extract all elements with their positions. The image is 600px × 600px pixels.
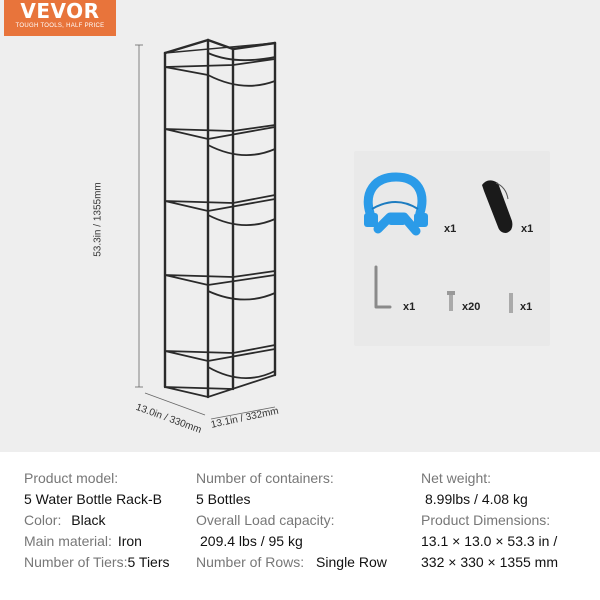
product-dimensions-label: Product Dimensions: [421, 512, 551, 528]
material-label: Main material: [24, 533, 112, 549]
strap-icon [478, 177, 518, 237]
rows-value: Single Row [316, 554, 387, 570]
specs-panel [0, 452, 600, 600]
handle-qty: x1 [444, 223, 457, 235]
containers-value: 5 Bottles [196, 491, 251, 507]
color-label: Color: [24, 512, 62, 528]
strap-qty: x1 [521, 223, 534, 235]
tiers-value: 5 Tiers [127, 554, 170, 570]
tiers-label: Number of Tiers: [24, 554, 128, 570]
load-capacity-value: 209.4 lbs / 95 kg [200, 533, 303, 549]
net-weight-label: Net weight: [421, 470, 492, 486]
specs-column-1 [24, 468, 170, 573]
allen-key-qty: x1 [403, 301, 416, 313]
screw-icon [444, 289, 458, 315]
height-dimension-label: 53.3in / 1355mm [92, 182, 104, 257]
product-dimensions-in: 13.1 × 13.0 × 53.3 in / [421, 533, 558, 549]
load-capacity-label: Overall Load capacity: [196, 512, 335, 528]
material-row [24, 531, 170, 552]
screw-qty: x20 [462, 301, 481, 313]
rack-illustration [125, 35, 290, 435]
vevor-logo [4, 0, 116, 36]
rows-row [196, 552, 387, 573]
material-value: Iron [117, 533, 142, 549]
accessories-panel [354, 151, 550, 346]
allen-key-icon [368, 261, 398, 315]
width-dimension-label: 13.1in / 332mm [210, 405, 280, 431]
net-weight-value: 8.99lbs / 4.08 kg [425, 491, 528, 507]
logo-brand: VEVOR [20, 0, 100, 23]
product-model-value: 5 Water Bottle Rack-B [24, 491, 162, 507]
containers-label: Number of containers: [196, 470, 334, 486]
depth-dimension-label: 13.0in / 330mm [134, 402, 203, 436]
tiers-row [24, 552, 170, 573]
pin-icon [506, 291, 516, 317]
rows-label: Number of Rows: [196, 554, 305, 570]
logo-tagline: TOUGH TOOLS, HALF PRICE [15, 23, 105, 29]
color-row [24, 510, 170, 531]
product-dimensions-mm: 332 × 330 × 1355 mm [421, 554, 558, 570]
color-value: Black [71, 512, 106, 528]
bottle-handle-icon [356, 171, 436, 251]
pin-qty: x1 [520, 301, 533, 313]
specs-column-2 [196, 468, 387, 573]
specs-column-3 [421, 468, 558, 573]
product-model-label: Product model: [24, 470, 119, 486]
